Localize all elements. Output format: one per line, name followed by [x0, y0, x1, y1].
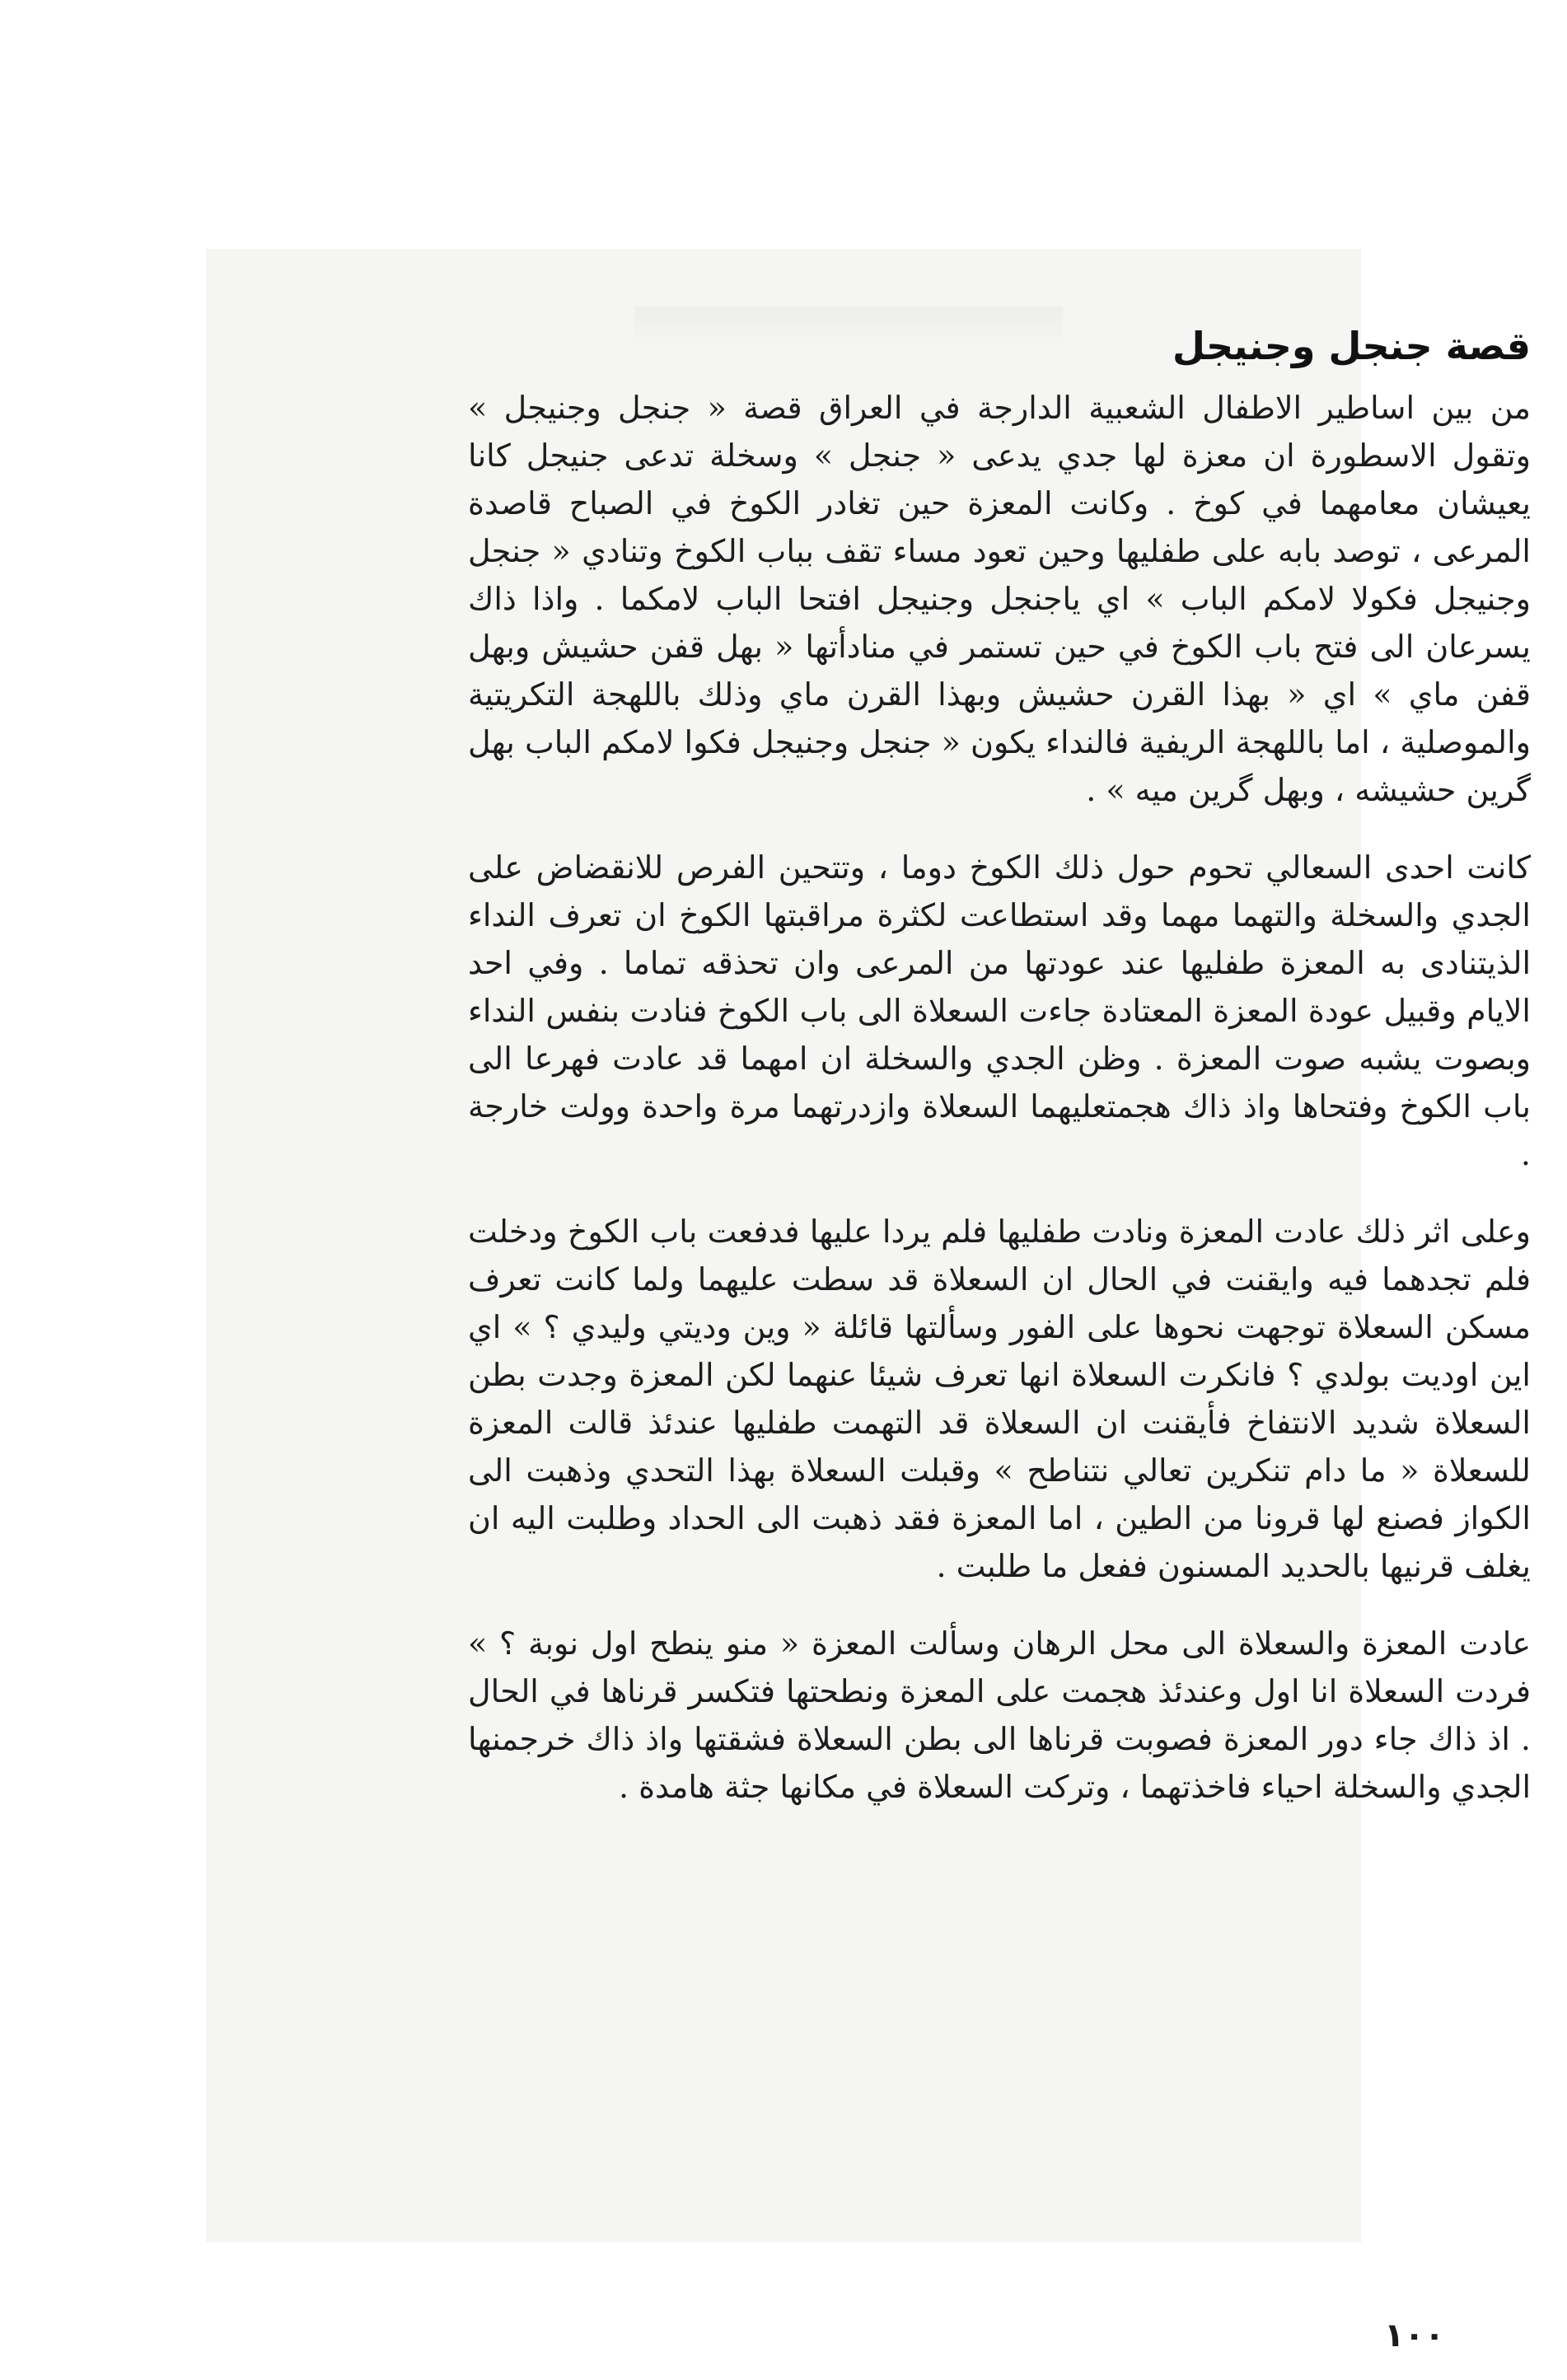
- paragraph: كانت احدى السعالي تحوم حول ذلك الكوخ دوما ، وتتحين الفرص للانقضاض على الجدي والسخلة والتهما مهما وقد استطاعت لكثرة مراقبتها الكوخ ان تعرف النداء الذيتنادى به المعزة طفليها عند عودتها من المرعى وان تحذقه تماما . وفي احد الايام وقبيل عودة المعزة المعتادة جاءت السعلاة الى باب الكوخ فنادت بنفس النداء وبصوت يشبه صوت المعزة . وظن الجدي والسخلة ان امهما قد عادت فهرعا الى باب الكوخ وفتحاها واذ ذاك هجمتعليهما السعلاة وازدرتهما مرة واحدة وولت خارجة .: [468, 849, 1531, 1172]
- story-title: قصة جنجل وجنيجل: [1172, 324, 1531, 368]
- page-number: ١٠٠: [1384, 2317, 1445, 2354]
- book-page: [206, 249, 1531, 2354]
- paragraph: عادت المعزة والسعلاة الى محل الرهان وسألت المعزة « منو ينطح اول نوبة ؟ » فردت السعلاة انا اول وعندئذ هجمت على المعزة ونطحتها فتكسر قرناها في الحال . اذ ذاك جاء دور المعزة فصوبت قرناها الى بطن السعلاة فشقتها واذ ذاك خرجمنها الجدي والسخلة احياء فاخذتهما ، وتركت السعلاة في مكانها جثة هامدة .: [468, 1625, 1531, 1805]
- paragraph: من بين اساطير الاطفال الشعبية الدارجة في العراق قصة « جنجل وجنيجل » وتقول الاسطورة ان معزة لها جدي يدعى « جنجل » وسخلة تدعى جنيجل كانا يعيشان معامهما في كوخ . وكانت المعزة حين تغادر الكوخ في الصباح قاصدة المرعى ، توصد بابه على طفليها وحين تعود مساء تقف بباب الكوخ وتنادي « جنجل وجنيجل فكولا لامكم الباب » اي ياجنجل وجنيجل افتحا الباب لامكما . واذا ذاك يسرعان الى فتح باب الكوخ في حين تستمر في منادأتها « بهل قفن حشيش وبهل قفن ماي » اي « بهذا القرن حشيش وبهذا القرن ماي وذلك باللهجة التكريتية والموصلية ، اما باللهجة الريفية فالنداء يكون « جنجل وجنيجل فكوا لامكم الباب بهل گرين حشيشه ، وبهل گرين ميه » .: [468, 389, 1531, 808]
- paragraph: وعلى اثر ذلك عادت المعزة ونادت طفليها فلم يردا عليها فدفعت باب الكوخ ودخلت فلم تجدهما فيه وايقنت في الحال ان السعلاة قد سطت عليهما ولما كانت تعرف مسكن السعلاة توجهت نحوها على الفور وسألتها قائلة « وين وديتي وليدي ؟ » اي اين اوديت بولدي ؟ فانكرت السعلاة انها تعرف شيئا عنهما لكن المعزة وجدت بطن السعلاة شديد الانتفاخ فأيقنت ان السعلاة قد التهمت طفليها عندئذ قالت المعزة للسعلاة « ما دام تنكرين تعالي نتناطح » وقبلت السعلاة بهذا التحدي وذهبت الى الكواز فصنع لها قرونا من الطين ، اما المعزة فقد ذهبت الى الحداد وطلبت اليه ان يغلف قرنيها بالحديد المسنون ففعل ما طلبت .: [468, 1213, 1531, 1584]
- story-text: [468, 316, 1531, 1840]
